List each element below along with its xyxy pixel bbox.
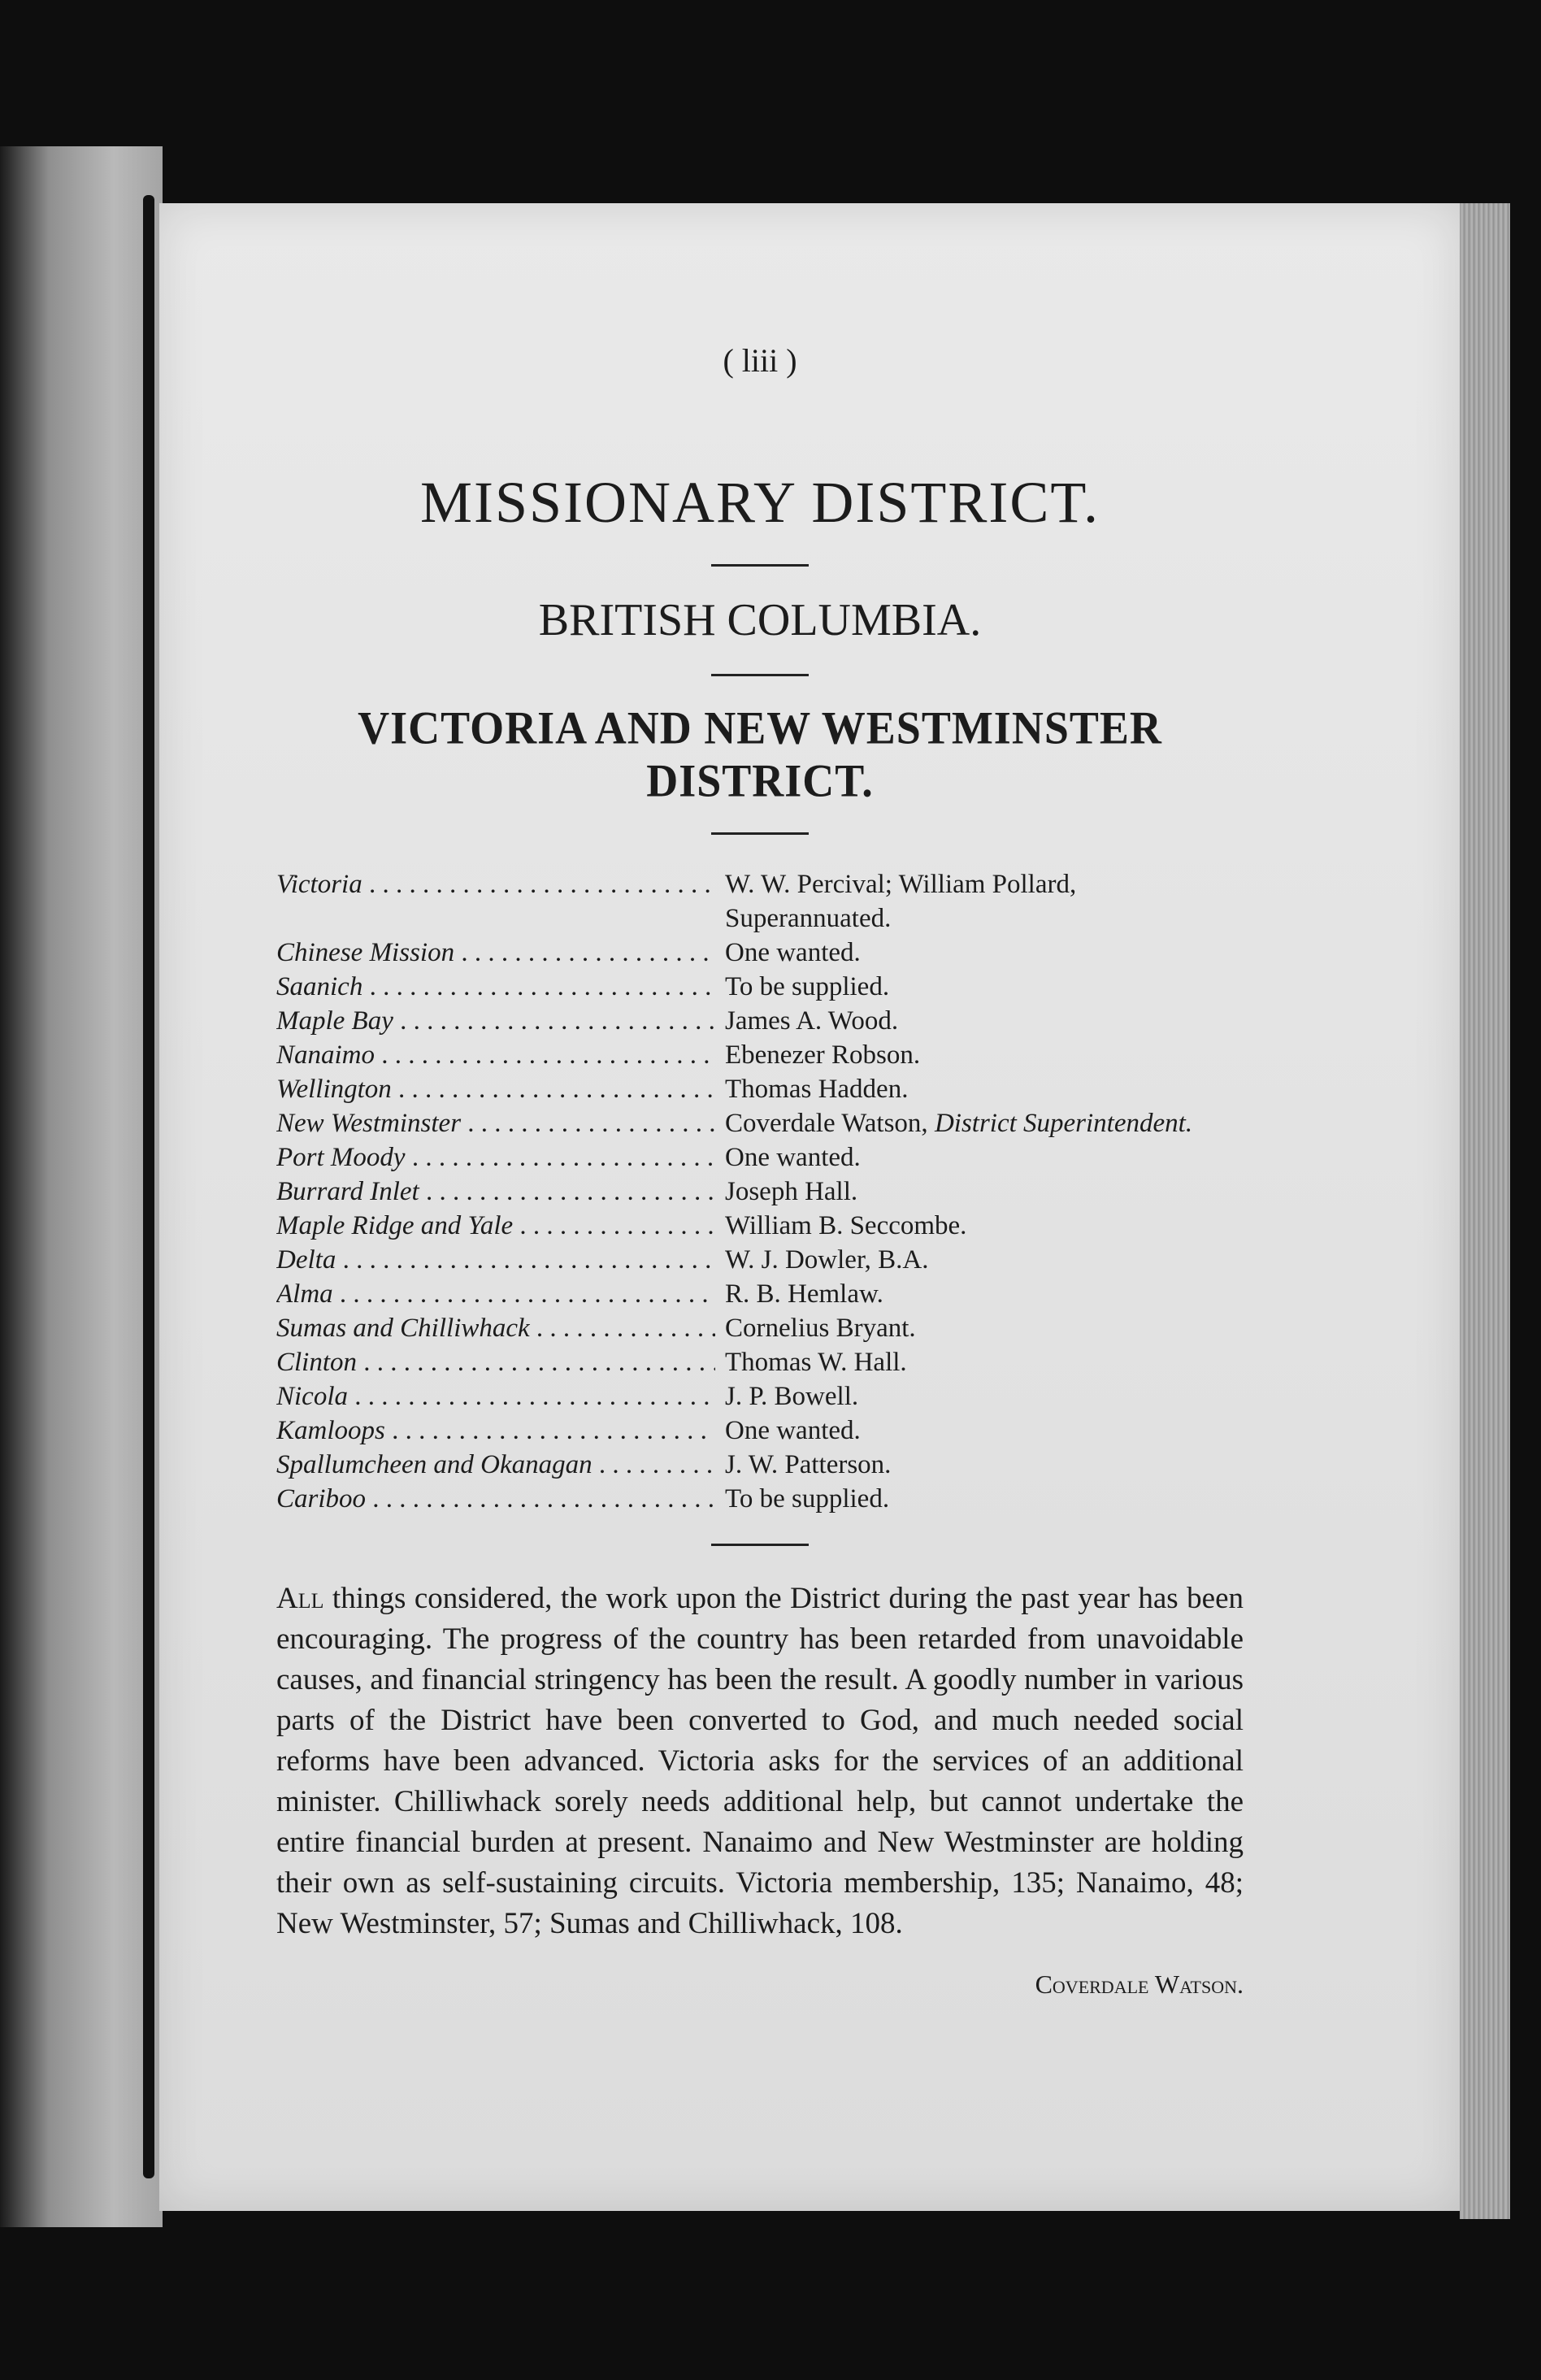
appointment-row xyxy=(276,1482,1244,1516)
minister-text: William B. Seccombe. xyxy=(725,1211,967,1240)
divider xyxy=(711,564,809,567)
district-report xyxy=(276,1579,1244,1944)
minister-name xyxy=(715,1277,1244,1311)
section-title: BRITISH COLUMBIA. xyxy=(538,595,982,645)
appointment-row xyxy=(276,970,1244,1004)
circuit-name: Sumas and Chilliwhack . . . xyxy=(276,1311,715,1345)
appointment-row xyxy=(276,1277,1244,1311)
minister-text: W. W. Percival; William Pollard, Superannuated. xyxy=(725,870,1077,933)
minister-text: Coverdale Watson, xyxy=(725,1109,928,1138)
circuit-name: Maple Ridge and Yale . . . xyxy=(276,1209,715,1243)
circuit-name: Chinese Mission . . . xyxy=(276,936,715,970)
minister-name xyxy=(715,1004,1244,1038)
circuit-name: Delta . . . xyxy=(276,1243,715,1277)
page-title: MISSIONARY DISTRICT. xyxy=(419,470,1100,535)
appointment-row xyxy=(276,936,1244,970)
appointment-row xyxy=(276,1209,1244,1243)
circuit-name: Port Moody . . . xyxy=(276,1140,715,1175)
minister-name xyxy=(715,1482,1244,1516)
appointment-row xyxy=(276,1448,1244,1482)
page-edges xyxy=(1460,203,1510,2219)
minister-text: Thomas W. Hall. xyxy=(725,1348,907,1377)
minister-name xyxy=(715,1072,1244,1106)
divider xyxy=(711,1544,809,1546)
minister-text: James A. Wood. xyxy=(725,1006,899,1036)
circuit-name: New Westminster . . . xyxy=(276,1106,715,1140)
circuit-name: Spallumcheen and Okanagan . . . xyxy=(276,1448,715,1482)
district-title: VICTORIA AND NEW WESTMINSTER DISTRICT. xyxy=(358,701,1162,807)
minister-text: Ebenezer Robson. xyxy=(725,1040,921,1070)
appointment-row xyxy=(276,1038,1244,1072)
appointment-row xyxy=(276,1175,1244,1209)
minister-name xyxy=(715,1175,1244,1209)
page-content xyxy=(276,341,1244,2000)
circuit-name: Wellington . . . xyxy=(276,1072,715,1106)
report-lead: All xyxy=(276,1582,324,1615)
circuit-name: Clinton . . . xyxy=(276,1345,715,1379)
appointment-row xyxy=(276,1379,1244,1414)
minister-name xyxy=(715,1448,1244,1482)
minister-name xyxy=(715,1209,1244,1243)
circuit-name: Victoria . . . xyxy=(276,867,715,901)
appointment-row xyxy=(276,1414,1244,1448)
report-signature: Coverdale Watson. xyxy=(1035,1970,1244,1999)
minister-text: Thomas Hadden. xyxy=(725,1075,909,1104)
minister-name xyxy=(715,1106,1244,1140)
minister-text: One wanted. xyxy=(725,1416,861,1445)
appointment-row xyxy=(276,1311,1244,1345)
circuit-name: Maple Bay . . . xyxy=(276,1004,715,1038)
minister-name xyxy=(715,1038,1244,1072)
appointment-row xyxy=(276,1243,1244,1277)
minister-text: To be supplied. xyxy=(725,1484,890,1514)
minister-name xyxy=(715,1379,1244,1414)
appointments-list xyxy=(276,867,1244,1516)
minister-name xyxy=(715,1414,1244,1448)
minister-text: Cornelius Bryant. xyxy=(725,1314,916,1343)
minister-text: Joseph Hall. xyxy=(725,1177,858,1206)
circuit-name: Nanaimo . . . xyxy=(276,1038,715,1072)
minister-text: J. W. Patterson. xyxy=(725,1450,892,1479)
minister-text: One wanted. xyxy=(725,938,861,967)
minister-note: District Superintendent. xyxy=(934,1109,1193,1138)
appointment-row xyxy=(276,1106,1244,1140)
appointment-row xyxy=(276,1072,1244,1106)
appointment-row xyxy=(276,1140,1244,1175)
circuit-name: Alma . . . xyxy=(276,1277,715,1311)
minister-name xyxy=(715,1140,1244,1175)
page-number: ( liii ) xyxy=(723,342,797,379)
minister-text: J. P. Bowell. xyxy=(725,1382,859,1411)
minister-name xyxy=(715,867,1244,936)
circuit-name: Burrard Inlet . . . xyxy=(276,1175,715,1209)
minister-text: To be supplied. xyxy=(725,972,890,1001)
divider xyxy=(711,832,809,835)
minister-text: W. J. Dowler, B.A. xyxy=(725,1245,929,1275)
divider xyxy=(711,674,809,676)
appointment-row xyxy=(276,867,1244,936)
minister-text: R. B. Hemlaw. xyxy=(725,1279,883,1309)
facing-page xyxy=(0,146,163,2227)
minister-name xyxy=(715,1345,1244,1379)
circuit-name: Saanich . . . xyxy=(276,970,715,1004)
minister-name xyxy=(715,936,1244,970)
appointment-row xyxy=(276,1345,1244,1379)
minister-name xyxy=(715,1311,1244,1345)
book-spine xyxy=(143,195,154,2178)
minister-name xyxy=(715,1243,1244,1277)
minister-text: One wanted. xyxy=(725,1143,861,1172)
circuit-name: Cariboo . . . xyxy=(276,1482,715,1516)
circuit-name: Kamloops . . . xyxy=(276,1414,715,1448)
circuit-name: Nicola . . . xyxy=(276,1379,715,1414)
appointment-row xyxy=(276,1004,1244,1038)
minister-name xyxy=(715,970,1244,1004)
report-text: things considered, the work upon the District during the past year has been encouraging. The progress of the country has been retarded from unavoidable causes, and financial stringency has been the result. A goodly number in various parts of the District have been converted to God, and much needed social reforms have been advanced. Victoria asks for the services of an additional minister. Chilliwhack sorely needs additional help, but cannot undertake the entire financial burden at present. Nanaimo and New Westminster are holding their own as self-sustaining circuits. Victoria membership, 135; Nanaimo, 48; New Westminster, 57; Sumas and Chilliwhack, 108. xyxy=(276,1582,1244,1940)
